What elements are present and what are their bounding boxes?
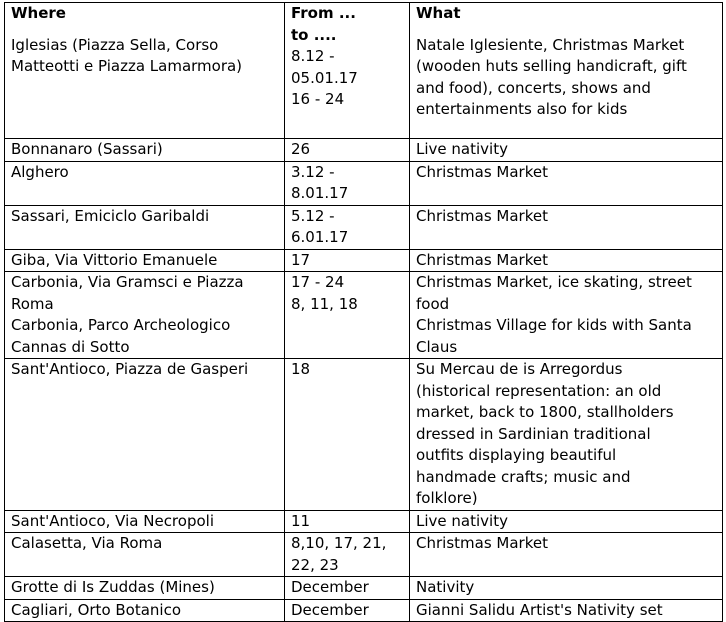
table-cell — [5, 249, 285, 272]
table-cell — [410, 139, 723, 162]
cell-line: 16 - 24 — [291, 90, 345, 108]
table-row — [5, 161, 723, 205]
table-row — [5, 599, 723, 622]
table-cell — [410, 205, 723, 249]
table-cell — [285, 359, 410, 511]
cell-line: 8,10, 17, 21, — [291, 534, 387, 552]
table-cell — [5, 161, 285, 205]
table-row — [5, 533, 723, 577]
header-where: Where — [11, 4, 66, 22]
cell-line: Christmas Market — [416, 162, 548, 181]
cell-line: December — [291, 578, 369, 596]
table-cell — [5, 599, 285, 622]
cell-line: and food), concerts, shows and — [416, 78, 651, 97]
cell-line: December — [291, 600, 369, 619]
table-cell — [285, 3, 410, 139]
cell-line: 8.12 - — [291, 47, 335, 65]
cell-line: Live nativity — [416, 511, 508, 530]
table-row — [5, 3, 723, 139]
cell-line: (historical representation: an old — [416, 381, 662, 400]
table-row — [5, 272, 723, 359]
table-cell — [410, 533, 723, 577]
cell-line: Alghero — [11, 162, 69, 181]
cell-line: Su Mercau de is Arregordus — [416, 360, 623, 378]
table-cell — [410, 359, 723, 511]
cell-line: Christmas Market, ice skating, street — [416, 273, 692, 291]
cell-line: outfits displaying beautiful — [416, 446, 617, 464]
cell-line: folklore) — [416, 489, 478, 507]
table-cell — [410, 599, 723, 622]
cell-line: Claus — [416, 337, 458, 356]
cell-line: Natale Iglesiente, Christmas Market — [416, 35, 685, 54]
christmas-events-table — [4, 2, 723, 622]
header-from-to: From ... — [291, 4, 356, 22]
table-cell — [285, 510, 410, 533]
table-cell — [285, 599, 410, 622]
cell-line: Sant'Antioco, Via Necropoli — [11, 511, 214, 530]
cell-line: Christmas Market — [416, 250, 548, 269]
cell-line: 18 — [291, 360, 311, 378]
cell-line: Matteotti e Piazza Lamarmora) — [11, 57, 243, 75]
cell-line: Nativity — [416, 578, 475, 596]
table-row — [5, 577, 723, 600]
cell-line: entertainments also for kids — [416, 100, 628, 118]
cell-line: 17 — [291, 250, 311, 269]
cell-line: 8, 11, 18 — [291, 294, 358, 313]
table-cell — [5, 139, 285, 162]
table-cell — [410, 510, 723, 533]
table-cell — [410, 249, 723, 272]
cell-line: (wooden huts selling handicraft, gift — [416, 57, 687, 75]
table-cell — [285, 577, 410, 600]
cell-line: 5.12 - — [291, 206, 335, 225]
cell-line: 6.01.17 — [291, 228, 349, 246]
cell-line: Live nativity — [416, 140, 508, 158]
table-row — [5, 510, 723, 533]
cell-line: Sant'Antioco, Piazza de Gasperi — [11, 360, 249, 378]
cell-line: Gianni Salidu Artist's Nativity set — [416, 600, 663, 619]
table-cell — [5, 510, 285, 533]
cell-line: dressed in Sardinian traditional — [416, 424, 651, 443]
table-cell — [410, 3, 723, 139]
table-cell — [5, 3, 285, 139]
cell-line: Roma — [11, 294, 54, 313]
cell-line: market, back to 1800, stallholders — [416, 403, 674, 421]
table-cell — [285, 533, 410, 577]
cell-line: Cagliari, Orto Botanico — [11, 600, 182, 619]
table-cell — [5, 577, 285, 600]
cell-line: 3.12 - — [291, 162, 335, 181]
cell-line: handmade crafts; music and — [416, 467, 631, 486]
table-row — [5, 205, 723, 249]
cell-line: Carbonia, Parco Archeologico — [11, 316, 231, 334]
cell-line: Bonnanaro (Sassari) — [11, 140, 163, 158]
table-cell — [285, 272, 410, 359]
table-cell — [5, 533, 285, 577]
cell-line: 8.01.17 — [291, 184, 349, 202]
cell-line: food — [416, 294, 450, 313]
cell-line: Christmas Village for kids with Santa — [416, 316, 692, 334]
cell-line: Carbonia, Via Gramsci e Piazza — [11, 273, 244, 291]
table-row — [5, 359, 723, 511]
table-row — [5, 249, 723, 272]
table-cell — [285, 139, 410, 162]
cell-line: 05.01.17 — [291, 68, 358, 87]
cell-line: 22, 23 — [291, 555, 339, 574]
header-from-to: to .... — [291, 25, 337, 44]
table-cell — [410, 272, 723, 359]
table-cell — [285, 205, 410, 249]
table-cell — [5, 359, 285, 511]
cell-line: 11 — [291, 511, 311, 530]
cell-line: Grotte di Is Zuddas (Mines) — [11, 578, 215, 596]
cell-line: Giba, Via Vittorio Emanuele — [11, 250, 218, 269]
table-cell — [285, 161, 410, 205]
table-cell — [410, 577, 723, 600]
cell-line: Iglesias (Piazza Sella, Corso — [11, 35, 219, 54]
table-cell — [410, 161, 723, 205]
cell-line: 26 — [291, 140, 311, 158]
cell-line: Sassari, Emiciclo Garibaldi — [11, 206, 210, 225]
cell-line: Christmas Market — [416, 534, 548, 552]
cell-line: 17 - 24 — [291, 273, 345, 291]
cell-line: Cannas di Sotto — [11, 337, 130, 356]
cell-line: Calasetta, Via Roma — [11, 534, 163, 552]
header-what: What — [416, 4, 461, 22]
table-cell — [5, 272, 285, 359]
table-cell — [5, 205, 285, 249]
table-cell — [285, 249, 410, 272]
cell-line: Christmas Market — [416, 206, 548, 225]
table-row — [5, 139, 723, 162]
